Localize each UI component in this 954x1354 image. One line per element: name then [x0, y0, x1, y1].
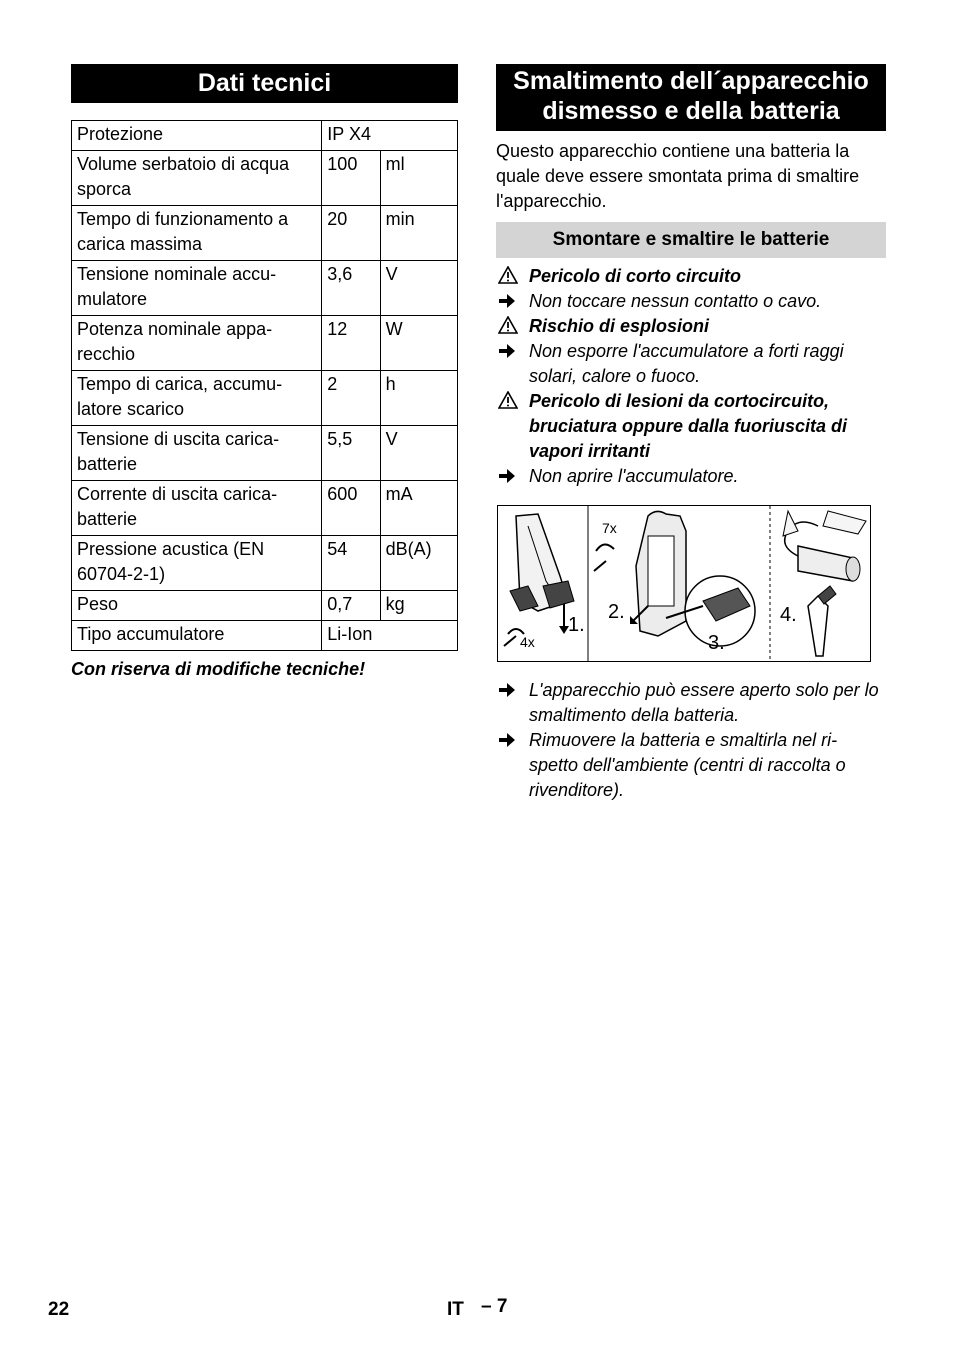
step-1-label: 1. — [568, 614, 585, 636]
spec-row — [72, 151, 458, 206]
warning-triangle-icon — [498, 314, 522, 339]
spec-label: Tempo di carica, accumu-latore scarico — [72, 371, 322, 426]
spec-row — [72, 591, 458, 621]
spec-row — [72, 536, 458, 591]
illustration-drawing — [498, 506, 870, 661]
spec-unit: V — [380, 261, 457, 316]
spec-unit: min — [380, 206, 457, 261]
technical-data-heading: Dati tecnici — [71, 64, 458, 103]
technical-changes-note: Con riserva di modifiche tecniche! — [71, 659, 366, 679]
arrow-right-icon — [498, 678, 522, 703]
section-page-number: – 7 — [481, 1296, 508, 1317]
spec-value: IP X4 — [322, 121, 458, 151]
spec-value: 600 — [322, 481, 380, 536]
spec-value: 100 — [322, 151, 380, 206]
arrow-right-icon — [498, 464, 522, 489]
item-text: Non toccare nessun contatto o cavo. — [529, 291, 822, 311]
spec-unit: V — [380, 426, 457, 481]
warning-item — [496, 389, 886, 464]
spec-label: Tensione di uscita carica-batterie — [72, 426, 322, 481]
spec-label: Peso — [72, 591, 322, 621]
item-text: Non esporre l'accumulatore a forti raggi solari, calore o fuoco. — [529, 341, 844, 386]
spec-value: 20 — [322, 206, 380, 261]
spec-label: Tensione nominale accu-mulatore — [72, 261, 322, 316]
spec-value: 54 — [322, 536, 380, 591]
action-item — [496, 289, 886, 314]
spec-value: 3,6 — [322, 261, 380, 316]
disposal-heading-line1: Smaltimento dell´apparecchio — [513, 67, 869, 95]
spec-row — [72, 121, 458, 151]
spec-row — [72, 206, 458, 261]
battery-removal-illustration — [497, 505, 871, 662]
spec-value: 2 — [322, 371, 380, 426]
spec-label: Potenza nominale appa-recchio — [72, 316, 322, 371]
spec-row — [72, 621, 458, 651]
spec-unit: h — [380, 371, 457, 426]
spec-unit: mA — [380, 481, 457, 536]
arrow-right-icon — [498, 339, 522, 364]
item-text: Pericolo di lesioni da cortocircuito, bruciatura oppure dalla fuoriuscita di vapori irritanti — [529, 391, 848, 461]
page-number: 22 — [48, 1299, 70, 1320]
safety-instructions — [496, 264, 886, 489]
spec-label: Pressione acustica (EN 60704-2-1) — [72, 536, 322, 591]
spec-label: Corrente di uscita carica-batterie — [72, 481, 322, 536]
arrow-right-icon — [498, 289, 522, 314]
action-item — [496, 464, 886, 489]
item-text: Non aprire l'accumulatore. — [529, 466, 739, 486]
item-text: Pericolo di corto circuito — [529, 266, 742, 286]
spec-row — [72, 261, 458, 316]
warning-triangle-icon — [498, 389, 522, 414]
arrow-right-icon — [498, 728, 522, 753]
action-item — [496, 728, 886, 803]
disposal-instructions — [496, 678, 886, 803]
disposal-column — [496, 64, 886, 803]
technical-data-table — [71, 120, 458, 651]
spec-unit: kg — [380, 591, 457, 621]
step-4-label: 4. — [780, 604, 797, 626]
language-code: IT — [447, 1299, 464, 1320]
disposal-intro: Questo apparecchio contiene una batteria la quale deve essere smontata prima di smaltire l'apparecchio. — [496, 141, 860, 211]
disposal-heading — [496, 64, 886, 131]
spec-value: 5,5 — [322, 426, 380, 481]
spec-label: Volume serbatoio di acqua sporca — [72, 151, 322, 206]
spec-label: Tipo accumulatore — [72, 621, 322, 651]
item-text: L'apparecchio può essere aperto solo per lo smaltimento della batteria. — [529, 680, 879, 725]
warning-triangle-icon — [498, 264, 522, 289]
action-item — [496, 678, 886, 728]
spec-label: Protezione — [72, 121, 322, 151]
spec-row — [72, 426, 458, 481]
spec-unit: W — [380, 316, 457, 371]
battery-removal-subheading: Smontare e smaltire le batterie — [496, 222, 886, 258]
spec-value: 12 — [322, 316, 380, 371]
warning-item — [496, 264, 886, 289]
step-2-label: 2. — [608, 601, 625, 623]
item-text: Rischio di esplosioni — [529, 316, 710, 336]
step-3-label: 3. — [708, 632, 725, 654]
screw-count-7x: 7x — [602, 520, 617, 536]
spec-label: Tempo di funzionamento a carica massima — [72, 206, 322, 261]
spec-value: 0,7 — [322, 591, 380, 621]
technical-data-column — [71, 64, 458, 680]
item-text: Rimuovere la batteria e smaltirla nel ri-spetto dell'ambiente (centri di raccolta o rivenditore). — [529, 730, 846, 800]
spec-unit: dB(A) — [380, 536, 457, 591]
spec-value: Li-Ion — [322, 621, 458, 651]
spec-unit: ml — [380, 151, 457, 206]
action-item — [496, 339, 886, 389]
spec-row — [72, 371, 458, 426]
disposal-heading-line2: dismesso e della batteria — [542, 97, 840, 125]
spec-row — [72, 316, 458, 371]
spec-row — [72, 481, 458, 536]
warning-item — [496, 314, 886, 339]
screw-count-4x: 4x — [520, 634, 535, 650]
